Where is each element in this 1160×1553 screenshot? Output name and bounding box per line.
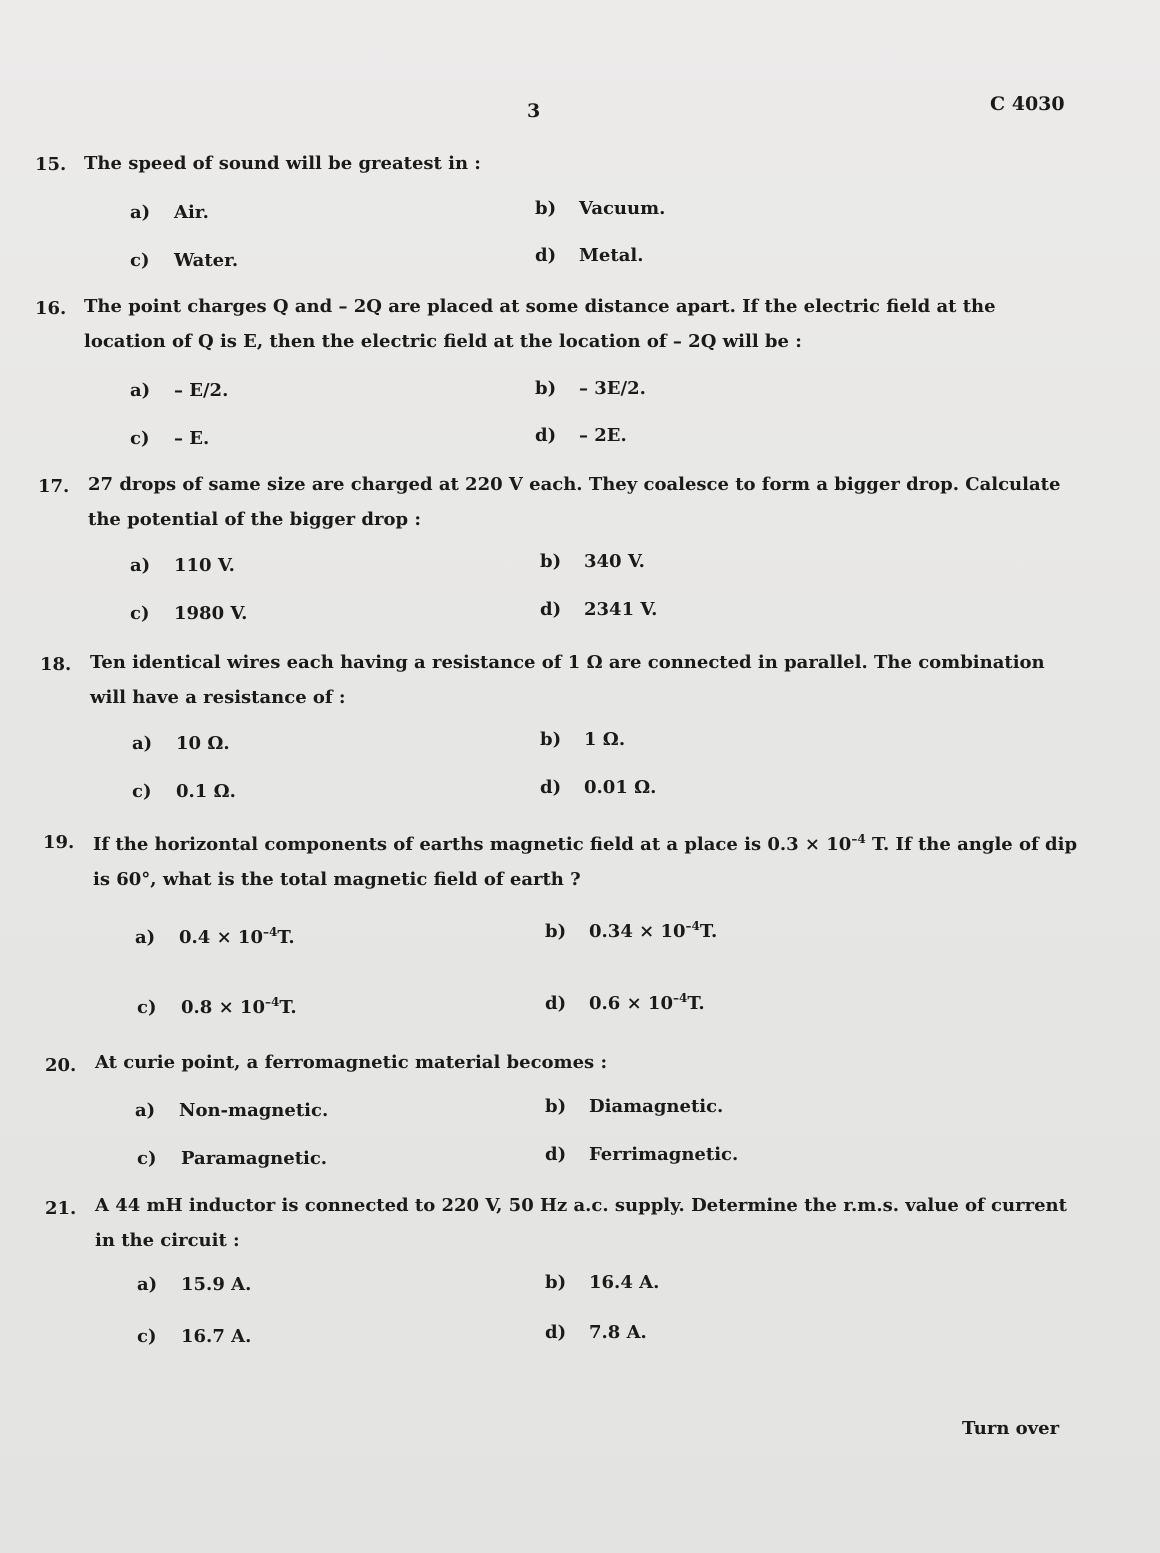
question-number: 20. — [45, 1055, 77, 1076]
option-c: c) 16.7 A. — [137, 1326, 252, 1347]
question-text: Ten identical wires each having a resistance of 1 Ω are connected in parallel. The combination will have a resistance of : — [90, 652, 1045, 708]
option-a: a) – E/2. — [130, 380, 229, 401]
option-c: c) Paramagnetic. — [137, 1148, 328, 1169]
question-text: 27 drops of same size are charged at 220 V each. They coalesce to form a bigger drop. Calculate the potential of the bigger drop : — [88, 474, 1061, 530]
option-d: d) – 2E. — [535, 425, 627, 446]
option-d: d) 2341 V. — [540, 599, 658, 620]
option-a: a) Non-magnetic. — [135, 1100, 329, 1121]
question-number: 15. — [35, 154, 67, 175]
option-d: d) 0.01 Ω. — [540, 777, 657, 798]
option-b: b) – 3E/2. — [535, 378, 646, 399]
option-c: c) – E. — [130, 428, 210, 449]
question-text: A 44 mH inductor is connected to 220 V, 50 Hz a.c. supply. Determine the r.m.s. value of current in the circuit : — [95, 1195, 1067, 1251]
option-c: c) Water. — [130, 250, 239, 271]
question-text: If the horizontal components of earths magnetic field at a place is $0.3 \times 10^{-4}$ T. If the angle of dip is 60°, what is the total magnetic field of earth ? — [93, 832, 1078, 890]
option-b: b) 16.4 A. — [545, 1272, 660, 1293]
question-number: 17. — [38, 476, 70, 497]
option-b: b) $0.34 \times 10^{-4}T$. — [545, 919, 718, 942]
option-a: a) 10 Ω. — [132, 733, 230, 754]
option-b: b) 340 V. — [540, 551, 645, 572]
option-c: c) 1980 V. — [130, 603, 248, 624]
question-number: 16. — [35, 298, 67, 319]
question-number: 21. — [45, 1198, 77, 1219]
option-d: d) 7.8 A. — [545, 1322, 647, 1343]
page-number: 3 — [527, 100, 541, 122]
question-text: The speed of sound will be greatest in : — [84, 153, 481, 174]
option-d: d) Metal. — [535, 245, 644, 266]
option-b: b) 1 Ω. — [540, 729, 626, 750]
option-b: b) Diamagnetic. — [545, 1096, 724, 1117]
question-text: At curie point, a ferromagnetic material becomes : — [95, 1052, 608, 1073]
paper-code: C 4030 — [990, 93, 1065, 115]
turn-over-note: Turn over — [962, 1418, 1060, 1439]
option-c: c) 0.1 Ω. — [132, 781, 236, 802]
question-number: 19. — [43, 832, 75, 853]
option-a: a) 15.9 A. — [137, 1274, 252, 1295]
option-d: d) Ferrimagnetic. — [545, 1144, 739, 1165]
option-c: c) $0.8 \times 10^{-4}T$. — [137, 995, 297, 1018]
option-a: a) 110 V. — [130, 555, 235, 576]
option-a: a) Air. — [130, 202, 209, 223]
question-text: The point charges Q and – 2Q are placed at some distance apart. If the electric field at the location of Q is E, then the electric field at the location of – 2Q will be : — [84, 296, 996, 352]
option-b: b) Vacuum. — [535, 198, 666, 219]
question-number: 18. — [40, 654, 72, 675]
option-a: a) $0.4 \times 10^{-4}T$. — [135, 925, 295, 948]
option-d: d) $0.6 \times 10^{-4}T$. — [545, 991, 705, 1014]
